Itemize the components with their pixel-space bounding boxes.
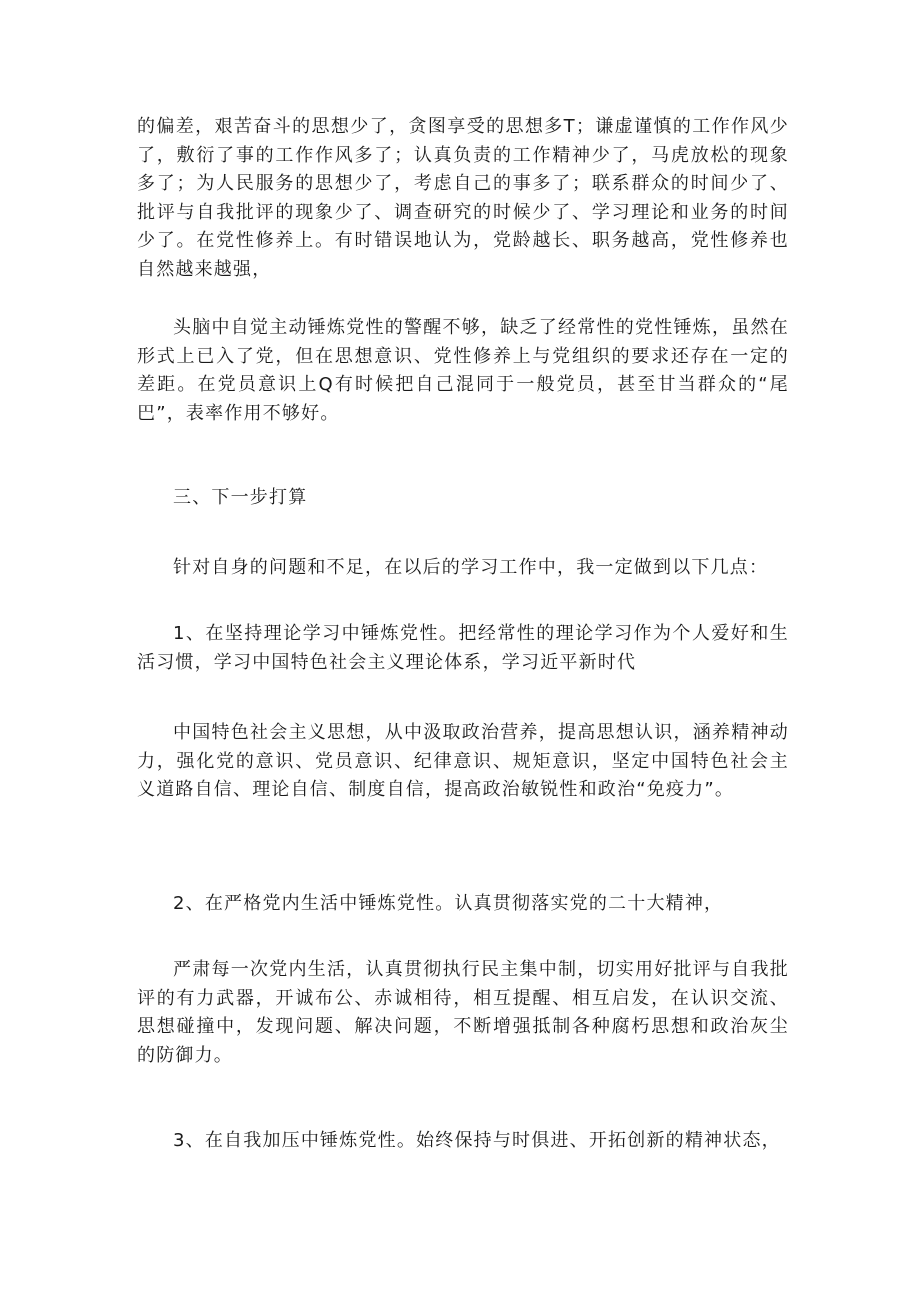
paragraph-party-spirit-deviation: 的偏差，艰苦奋斗的思想少了，贪图享受的思想多T；谦虚谨慎的工作作风少了，敷衍了事的工作作风多了；认真负责的工作精神少了，马虎放松的现象多了；为人民服务的思想少了，考虑自己的事多了；联系群众的时间少了、批评与自我批评的现象少了、调查研究的时候少了、学习理论和业务的时间少了。在党性修养上。有时错误地认为，党龄越长、职务越高，党性修养也自然越来越强， xyxy=(137,116,789,280)
paragraph-intro-measures: 针对自身的问题和不足，在以后的学习工作中，我一定做到以下几点： xyxy=(173,557,769,578)
paragraph-item-1: 1、在坚持理论学习中锤炼党性。把经常性的理论学习作为个人爱好和生活习惯，学习中国特色社会主义理论体系，学习近平新时代 xyxy=(137,623,789,673)
paragraph-item-2-continued: 严肃每一次党内生活，认真贯彻执行民主集中制，切实用好批评与自我批评的有力武器，开诚布公、赤诚相待，相互提醒、相互启发，在认识交流、思想碰撞中，发现问题、解决问题，不断增强抵制各种腐朽思想和政治灰尘的防御力。 xyxy=(137,959,789,1066)
paragraph-item-1-continued: 中国特色社会主义思想，从中汲取政治营养，提高思想认识，涵养精神动力，强化党的意识、党员意识、纪律意识、规矩意识，坚定中国特色社会主义道路自信、理论自信、制度自信，提高政治敏锐性和政治“免疫力”。 xyxy=(137,722,789,801)
section-heading-next-steps: 三、下一步打算 xyxy=(173,487,308,508)
paragraph-item-3: 3、在自我加压中锤炼党性。始终保持与时俱进、开拓创新的精神状态， xyxy=(173,1130,781,1151)
paragraph-awareness-gap: 头脑中自觉主动锤炼党性的警醒不够，缺乏了经常性的党性锤炼，虽然在形式上已入了党，但在思想意识、党性修养上与党组织的要求还存在一定的差距。在党员意识上Q有时候把自己混同于一般党员，甚至甘当群众的“尾巴”，表率作用不够好。 xyxy=(137,317,789,424)
paragraph-item-2: 2、在严格党内生活中锤炼党性。认真贯彻落实党的二十大精神， xyxy=(173,893,724,914)
